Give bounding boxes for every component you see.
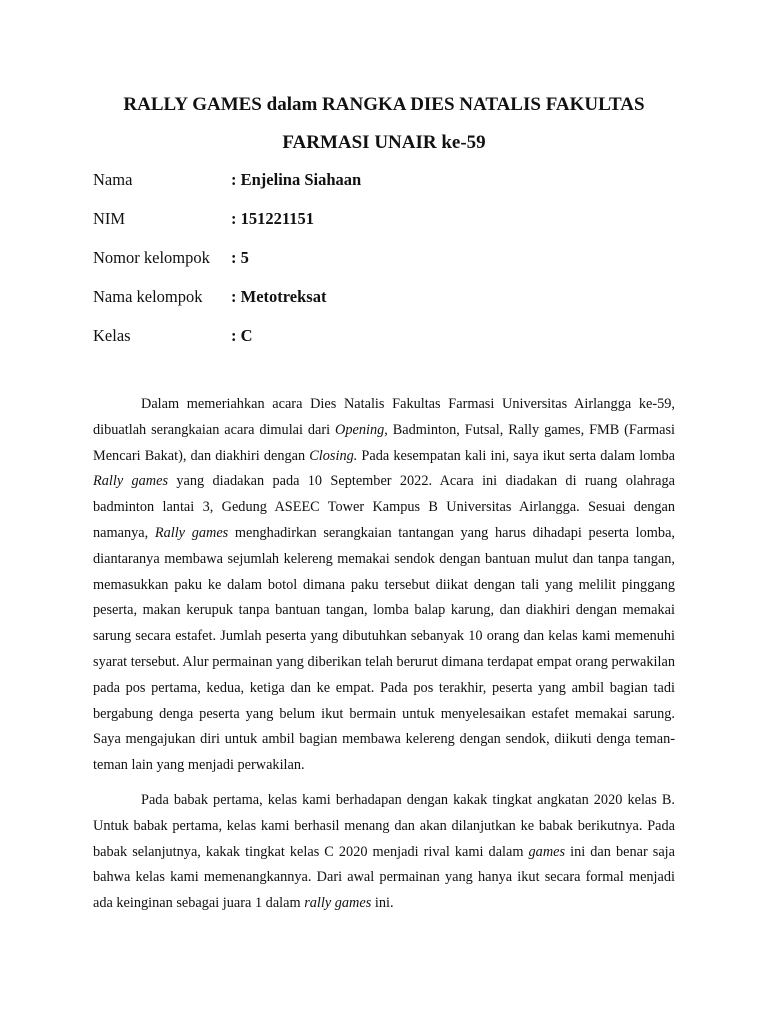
italic-term: Closing. (309, 447, 358, 464)
info-row-kelas (93, 316, 361, 355)
info-label: Nomor kelompok (93, 247, 210, 267)
body-paragraph (93, 788, 675, 917)
document-title (80, 86, 688, 162)
text-run: menghadirkan serangkaian tantangan yang harus dihadapi peserta lomba, diantaranya membawa sejumlah kelereng memakai sendok dengan bantuan mulut dan tanpa tangan, memasukkan paku ke dalam botol dimana paku tersebut diikat dengan tali yang melilit pinggang peserta, makan kerupuk tanpa bantuan tangan, lomba balap karung, dan diakhiri dengan memakai sarung secara estafet. Jumlah peserta yang dibutuhkan sebanyak 10 orang dan kelas kami memenuhi syarat tersebut. Alur permainan yang diberikan telah berurut dimana terdapat empat orang perwakilan pada pos pertama, kedua, ketiga dan ke empat. Pada pos terakhir, peserta yang ambil bagian tadi bergabung denga peserta yang belum ikut bermain untuk menyelesaikan estafet memakai sarung. Saya mengajukan diri untuk ambil bagian membawa kelereng dengan sendok, diikuti denga teman-teman lain yang menjadi perwakilan. (93, 524, 675, 774)
info-value: : C (231, 325, 253, 345)
italic-term: rally games (304, 895, 372, 912)
info-label: Nama kelompok (93, 286, 203, 306)
body-paragraph (93, 392, 675, 779)
text-run: ini. (371, 895, 394, 912)
italic-term: Rally games (154, 524, 229, 541)
info-value: : 151221151 (231, 208, 314, 228)
italic-term: Opening (335, 421, 385, 438)
title-line-1: RALLY GAMES dalam RANGKA DIES NATALIS FAKULTAS (123, 94, 645, 115)
text-run: Dalam memeriahkan acara Dies Natalis Fakultas Farmasi Universitas Airlangga ke-59, dibuatlah serangkaian acara dimulai dari (93, 396, 675, 438)
info-value: : Metotreksat (231, 286, 327, 306)
info-label: NIM (93, 208, 126, 228)
info-label: Nama (93, 169, 133, 189)
italic-term: games (528, 843, 566, 860)
title-line-2: FARMASI UNAIR ke-59 (282, 132, 486, 153)
text-run: Pada kesempatan kali ini, saya ikut serta dalam lomba (357, 447, 675, 464)
text-run: , Badminton, Futsal, Rally games, FMB (Farmasi Mencari Bakat), dan diakhiri dengan (93, 421, 675, 464)
text-run: Pada babak pertama, kelas kami berhadapan dengan kakak tingkat angkatan 2020 kelas B. Untuk babak pertama, kelas kami berhasil menang dan akan dilanjutkan ke babak berikutnya. Pada babak selanjutnya, kakak tingkat kelas C 2020 menjadi rival kami dalam (93, 791, 675, 860)
info-row-nama-kelompok (93, 277, 361, 316)
text-run: ini dan benar saja bahwa kelas kami memenangkannya. Dari awal permainan yang hanya ikut secara formal menjadi ada keinginan sebagai juara 1 dalam (93, 843, 675, 912)
document-body (93, 392, 675, 926)
info-value: : 5 (231, 247, 249, 267)
student-info (93, 160, 361, 355)
info-row-nama (93, 160, 361, 199)
info-row-nim (93, 199, 361, 238)
text-run: yang diadakan pada 10 September 2022. Acara ini diadakan di ruang olahraga badminton lantai 3, Gedung ASEEC Tower Kampus B Universitas Airlangga. Sesuai dengan namanya, (93, 473, 675, 541)
italic-term: Rally games (93, 473, 169, 490)
info-row-nomor-kelompok (93, 238, 361, 277)
info-label: Kelas (93, 325, 131, 345)
info-value: : Enjelina Siahaan (231, 169, 362, 189)
